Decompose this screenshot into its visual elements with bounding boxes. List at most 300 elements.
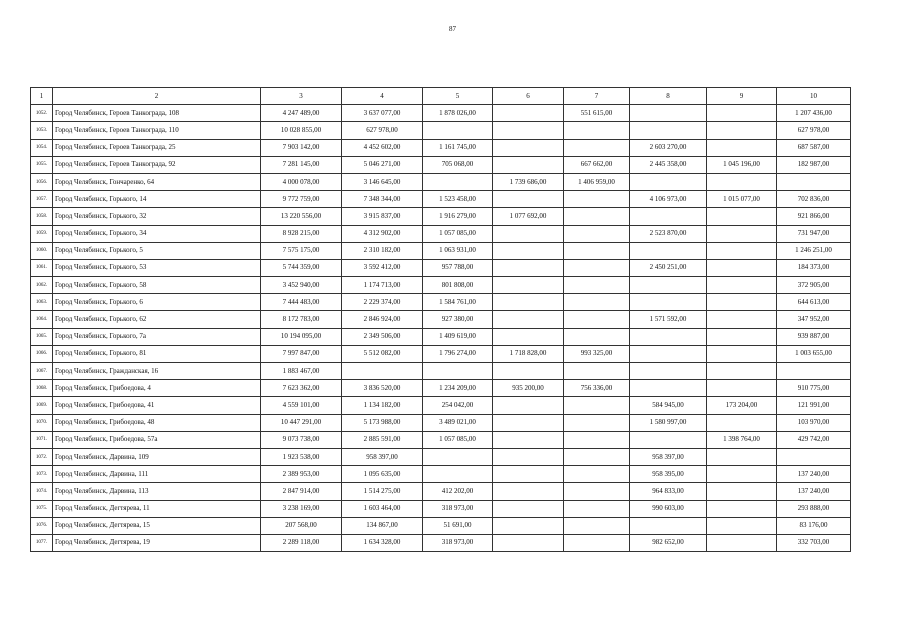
table-row [31, 534, 851, 551]
amount-cell [493, 294, 564, 311]
address-cell: Город Челябинск, Героев Танкограда, 108 [53, 105, 261, 122]
amount-cell: 3 637 077,00 [342, 105, 423, 122]
amount-cell: 293 888,00 [777, 500, 851, 517]
row-number-cell: 1055. [31, 156, 53, 173]
column-header: 1 [31, 88, 53, 105]
amount-cell [707, 105, 777, 122]
amount-cell [564, 277, 630, 294]
amount-cell: 254 042,00 [423, 397, 493, 414]
amount-cell [707, 345, 777, 362]
amount-cell: 958 397,00 [630, 448, 707, 465]
amount-cell: 5 046 271,00 [342, 156, 423, 173]
column-header: 4 [342, 88, 423, 105]
amount-cell: 584 945,00 [630, 397, 707, 414]
amount-cell [423, 173, 493, 190]
amount-cell: 3 238 169,00 [261, 500, 342, 517]
amount-cell: 7 623 362,00 [261, 380, 342, 397]
row-number-cell: 1060. [31, 242, 53, 259]
amount-cell: 1 095 635,00 [342, 466, 423, 483]
amount-cell [707, 122, 777, 139]
table-row [31, 225, 851, 242]
amount-cell [493, 122, 564, 139]
address-cell: Город Челябинск, Дарвина, 111 [53, 466, 261, 483]
amount-cell: 412 202,00 [423, 483, 493, 500]
amount-cell: 4 452 602,00 [342, 139, 423, 156]
amount-cell: 667 662,00 [564, 156, 630, 173]
address-cell: Город Челябинск, Горького, 5 [53, 242, 261, 259]
amount-cell: 1 883 467,00 [261, 363, 342, 380]
amount-cell [423, 363, 493, 380]
address-cell: Город Челябинск, Грибоедова, 57а [53, 431, 261, 448]
table-row [31, 414, 851, 431]
amount-cell: 1 246 251,00 [777, 242, 851, 259]
amount-cell [707, 277, 777, 294]
row-number-cell: 1077. [31, 534, 53, 551]
amount-cell: 993 325,00 [564, 345, 630, 362]
address-cell: Город Челябинск, Дарвина, 109 [53, 448, 261, 465]
address-cell: Город Челябинск, Горького, 7а [53, 328, 261, 345]
row-number-cell: 1071. [31, 431, 53, 448]
amount-cell: 7 444 483,00 [261, 294, 342, 311]
amount-cell [707, 242, 777, 259]
amount-cell [564, 517, 630, 534]
row-number-cell: 1076. [31, 517, 53, 534]
table-row [31, 191, 851, 208]
amount-cell [630, 517, 707, 534]
amount-cell: 4 559 101,00 [261, 397, 342, 414]
address-cell: Город Челябинск, Горького, 58 [53, 277, 261, 294]
amount-cell [630, 105, 707, 122]
amount-cell: 1 514 275,00 [342, 483, 423, 500]
amount-cell: 1 057 085,00 [423, 225, 493, 242]
amount-cell [707, 380, 777, 397]
column-header: 9 [707, 88, 777, 105]
amount-cell [493, 517, 564, 534]
amount-cell: 1 134 182,00 [342, 397, 423, 414]
amount-cell [564, 363, 630, 380]
amount-cell: 644 613,00 [777, 294, 851, 311]
amount-cell [493, 225, 564, 242]
table-row [31, 294, 851, 311]
amount-cell: 1 878 026,00 [423, 105, 493, 122]
address-cell: Город Челябинск, Горького, 34 [53, 225, 261, 242]
amount-cell: 3 836 520,00 [342, 380, 423, 397]
address-cell: Город Челябинск, Гражданская, 16 [53, 363, 261, 380]
amount-cell [707, 311, 777, 328]
table-row [31, 517, 851, 534]
amount-cell: 7 997 847,00 [261, 345, 342, 362]
amount-cell: 137 240,00 [777, 466, 851, 483]
data-table [30, 87, 851, 552]
amount-cell: 2 289 118,00 [261, 534, 342, 551]
amount-cell: 958 397,00 [342, 448, 423, 465]
amount-cell: 318 973,00 [423, 500, 493, 517]
amount-cell: 1 584 761,00 [423, 294, 493, 311]
amount-cell [564, 225, 630, 242]
amount-cell: 7 575 175,00 [261, 242, 342, 259]
row-number-cell: 1053. [31, 122, 53, 139]
address-cell: Город Челябинск, Грибоедова, 48 [53, 414, 261, 431]
amount-cell [564, 534, 630, 551]
table-row [31, 156, 851, 173]
address-cell: Город Челябинск, Горького, 62 [53, 311, 261, 328]
amount-cell: 939 887,00 [777, 328, 851, 345]
amount-cell [630, 294, 707, 311]
amount-cell: 756 336,00 [564, 380, 630, 397]
amount-cell: 551 615,00 [564, 105, 630, 122]
amount-cell: 958 395,00 [630, 466, 707, 483]
amount-cell [707, 139, 777, 156]
amount-cell [777, 173, 851, 190]
amount-cell [564, 122, 630, 139]
amount-cell: 2 229 374,00 [342, 294, 423, 311]
amount-cell [423, 448, 493, 465]
amount-cell: 182 987,00 [777, 156, 851, 173]
amount-cell: 2 389 953,00 [261, 466, 342, 483]
amount-cell [564, 466, 630, 483]
amount-cell [630, 328, 707, 345]
address-cell: Город Челябинск, Грибоедова, 4 [53, 380, 261, 397]
row-number-cell: 1057. [31, 191, 53, 208]
amount-cell: 731 947,00 [777, 225, 851, 242]
amount-cell [564, 328, 630, 345]
amount-cell [493, 414, 564, 431]
amount-cell: 5 512 082,00 [342, 345, 423, 362]
amount-cell: 10 194 095,00 [261, 328, 342, 345]
amount-cell [707, 173, 777, 190]
amount-cell: 8 172 783,00 [261, 311, 342, 328]
row-number-cell: 1063. [31, 294, 53, 311]
amount-cell: 2 523 870,00 [630, 225, 707, 242]
amount-cell: 990 603,00 [630, 500, 707, 517]
amount-cell: 705 068,00 [423, 156, 493, 173]
amount-cell: 1 207 436,00 [777, 105, 851, 122]
row-number-cell: 1064. [31, 311, 53, 328]
amount-cell: 3 592 412,00 [342, 259, 423, 276]
amount-cell [564, 191, 630, 208]
row-number-cell: 1056. [31, 173, 53, 190]
amount-cell [630, 173, 707, 190]
address-cell: Город Челябинск, Дарвина, 113 [53, 483, 261, 500]
amount-cell [493, 156, 564, 173]
address-cell: Город Челябинск, Горького, 14 [53, 191, 261, 208]
amount-cell: 1 161 745,00 [423, 139, 493, 156]
amount-cell [630, 242, 707, 259]
table-row [31, 363, 851, 380]
amount-cell [342, 363, 423, 380]
column-header: 7 [564, 88, 630, 105]
amount-cell: 1 045 196,00 [707, 156, 777, 173]
amount-cell [777, 448, 851, 465]
amount-cell: 4 247 489,00 [261, 105, 342, 122]
amount-cell: 2 847 914,00 [261, 483, 342, 500]
amount-cell [564, 242, 630, 259]
amount-cell: 935 200,00 [493, 380, 564, 397]
amount-cell [707, 294, 777, 311]
table-row [31, 122, 851, 139]
amount-cell: 2 450 251,00 [630, 259, 707, 276]
amount-cell: 627 978,00 [777, 122, 851, 139]
amount-cell: 3 452 940,00 [261, 277, 342, 294]
table-row [31, 380, 851, 397]
amount-cell [493, 397, 564, 414]
amount-cell: 957 788,00 [423, 259, 493, 276]
amount-cell: 83 176,00 [777, 517, 851, 534]
column-header: 8 [630, 88, 707, 105]
table-row [31, 466, 851, 483]
amount-cell [630, 431, 707, 448]
table-row [31, 500, 851, 517]
amount-cell: 1 409 619,00 [423, 328, 493, 345]
amount-cell: 3 915 837,00 [342, 208, 423, 225]
row-number-cell: 1058. [31, 208, 53, 225]
amount-cell: 3 146 645,00 [342, 173, 423, 190]
address-cell: Город Челябинск, Горького, 81 [53, 345, 261, 362]
amount-cell: 51 691,00 [423, 517, 493, 534]
amount-cell: 927 380,00 [423, 311, 493, 328]
amount-cell: 1 174 713,00 [342, 277, 423, 294]
amount-cell: 318 973,00 [423, 534, 493, 551]
amount-cell [707, 534, 777, 551]
table-row [31, 483, 851, 500]
amount-cell: 103 970,00 [777, 414, 851, 431]
amount-cell [630, 345, 707, 362]
amount-cell: 137 240,00 [777, 483, 851, 500]
amount-cell: 1 003 655,00 [777, 345, 851, 362]
amount-cell [493, 448, 564, 465]
address-cell: Город Челябинск, Горького, 53 [53, 259, 261, 276]
amount-cell [493, 259, 564, 276]
amount-cell: 4 312 902,00 [342, 225, 423, 242]
amount-cell [423, 466, 493, 483]
address-cell: Город Челябинск, Героев Танкограда, 110 [53, 122, 261, 139]
amount-cell: 1 015 077,00 [707, 191, 777, 208]
amount-cell: 5 173 988,00 [342, 414, 423, 431]
amount-cell [707, 363, 777, 380]
amount-cell: 1 923 538,00 [261, 448, 342, 465]
amount-cell: 173 204,00 [707, 397, 777, 414]
row-number-cell: 1067. [31, 363, 53, 380]
column-header: 5 [423, 88, 493, 105]
table-row [31, 105, 851, 122]
amount-cell: 10 028 855,00 [261, 122, 342, 139]
row-number-cell: 1054. [31, 139, 53, 156]
table-row [31, 448, 851, 465]
amount-cell: 1 234 209,00 [423, 380, 493, 397]
amount-cell [493, 311, 564, 328]
amount-cell: 347 952,00 [777, 311, 851, 328]
column-header: 2 [53, 88, 261, 105]
row-number-cell: 1065. [31, 328, 53, 345]
amount-cell [564, 500, 630, 517]
address-cell: Город Челябинск, Дегтярева, 15 [53, 517, 261, 534]
amount-cell: 801 808,00 [423, 277, 493, 294]
amount-cell: 5 744 359,00 [261, 259, 342, 276]
amount-cell: 7 903 142,00 [261, 139, 342, 156]
amount-cell: 1 571 592,00 [630, 311, 707, 328]
amount-cell: 3 489 021,00 [423, 414, 493, 431]
amount-cell [423, 122, 493, 139]
amount-cell [493, 139, 564, 156]
amount-cell [630, 277, 707, 294]
amount-cell [564, 311, 630, 328]
amount-cell: 121 991,00 [777, 397, 851, 414]
row-number-cell: 1066. [31, 345, 53, 362]
amount-cell: 910 775,00 [777, 380, 851, 397]
amount-cell: 702 836,00 [777, 191, 851, 208]
amount-cell: 1 077 692,00 [493, 208, 564, 225]
amount-cell: 1 634 328,00 [342, 534, 423, 551]
amount-cell: 2 310 182,00 [342, 242, 423, 259]
address-cell: Город Челябинск, Дегтярева, 11 [53, 500, 261, 517]
amount-cell: 1 796 274,00 [423, 345, 493, 362]
amount-cell: 1 580 997,00 [630, 414, 707, 431]
amount-cell: 4 106 973,00 [630, 191, 707, 208]
table-row [31, 277, 851, 294]
address-cell: Город Челябинск, Героев Танкограда, 25 [53, 139, 261, 156]
table-row [31, 345, 851, 362]
row-number-cell: 1068. [31, 380, 53, 397]
amount-cell: 2 603 270,00 [630, 139, 707, 156]
table-row [31, 431, 851, 448]
row-number-cell: 1062. [31, 277, 53, 294]
amount-cell [493, 105, 564, 122]
amount-cell: 687 587,00 [777, 139, 851, 156]
row-number-cell: 1069. [31, 397, 53, 414]
row-number-cell: 1072. [31, 448, 53, 465]
table-row [31, 242, 851, 259]
amount-cell [707, 466, 777, 483]
row-number-cell: 1059. [31, 225, 53, 242]
amount-cell: 9 073 738,00 [261, 431, 342, 448]
amount-cell [564, 448, 630, 465]
amount-cell: 1 916 279,00 [423, 208, 493, 225]
amount-cell [707, 517, 777, 534]
amount-cell: 2 445 358,00 [630, 156, 707, 173]
amount-cell [493, 534, 564, 551]
table-row [31, 311, 851, 328]
amount-cell [493, 466, 564, 483]
amount-cell [493, 277, 564, 294]
amount-cell: 4 000 078,00 [261, 173, 342, 190]
amount-cell [707, 414, 777, 431]
amount-cell [493, 363, 564, 380]
amount-cell: 9 772 759,00 [261, 191, 342, 208]
amount-cell [564, 259, 630, 276]
amount-cell: 10 447 291,00 [261, 414, 342, 431]
amount-cell: 921 866,00 [777, 208, 851, 225]
amount-cell: 2 349 506,00 [342, 328, 423, 345]
amount-cell: 7 281 145,00 [261, 156, 342, 173]
amount-cell [630, 208, 707, 225]
amount-cell: 207 568,00 [261, 517, 342, 534]
row-number-cell: 1075. [31, 500, 53, 517]
amount-cell: 8 928 215,00 [261, 225, 342, 242]
header-row [31, 88, 851, 105]
page-number: 87 [449, 25, 456, 33]
amount-cell [564, 414, 630, 431]
amount-cell [493, 431, 564, 448]
table-row [31, 139, 851, 156]
amount-cell: 1 398 764,00 [707, 431, 777, 448]
row-number-cell: 1073. [31, 466, 53, 483]
amount-cell: 372 905,00 [777, 277, 851, 294]
amount-cell [630, 363, 707, 380]
amount-cell [707, 225, 777, 242]
amount-cell: 1 406 959,00 [564, 173, 630, 190]
amount-cell [707, 483, 777, 500]
amount-cell: 1 057 085,00 [423, 431, 493, 448]
amount-cell [707, 328, 777, 345]
row-number-cell: 1070. [31, 414, 53, 431]
row-number-cell: 1074. [31, 483, 53, 500]
amount-cell: 627 978,00 [342, 122, 423, 139]
amount-cell [493, 500, 564, 517]
address-cell: Город Челябинск, Героев Танкограда, 92 [53, 156, 261, 173]
amount-cell [630, 122, 707, 139]
amount-cell: 13 220 556,00 [261, 208, 342, 225]
amount-cell [707, 448, 777, 465]
amount-cell: 332 703,00 [777, 534, 851, 551]
amount-cell [707, 208, 777, 225]
amount-cell [564, 208, 630, 225]
amount-cell: 2 885 591,00 [342, 431, 423, 448]
amount-cell: 1 718 828,00 [493, 345, 564, 362]
amount-cell: 1 523 458,00 [423, 191, 493, 208]
amount-cell [564, 294, 630, 311]
table-body [31, 105, 851, 552]
amount-cell [707, 259, 777, 276]
amount-cell [707, 500, 777, 517]
table-row [31, 173, 851, 190]
address-cell: Город Челябинск, Грибоедова, 41 [53, 397, 261, 414]
column-header: 6 [493, 88, 564, 105]
amount-cell [777, 363, 851, 380]
row-number-cell: 1052. [31, 105, 53, 122]
amount-cell: 1 603 464,00 [342, 500, 423, 517]
table-row [31, 397, 851, 414]
amount-cell: 982 652,00 [630, 534, 707, 551]
amount-cell [564, 139, 630, 156]
amount-cell: 184 373,00 [777, 259, 851, 276]
table-row [31, 328, 851, 345]
table-row [31, 208, 851, 225]
amount-cell [493, 483, 564, 500]
address-cell: Город Челябинск, Гончаренко, 64 [53, 173, 261, 190]
address-cell: Город Челябинск, Горького, 32 [53, 208, 261, 225]
row-number-cell: 1061. [31, 259, 53, 276]
amount-cell [564, 397, 630, 414]
amount-cell: 7 348 344,00 [342, 191, 423, 208]
amount-cell: 134 867,00 [342, 517, 423, 534]
address-cell: Город Челябинск, Дегтярева, 19 [53, 534, 261, 551]
amount-cell [564, 431, 630, 448]
amount-cell [630, 380, 707, 397]
amount-cell: 2 846 924,00 [342, 311, 423, 328]
amount-cell: 1 739 686,00 [493, 173, 564, 190]
amount-cell: 1 063 931,00 [423, 242, 493, 259]
amount-cell [493, 191, 564, 208]
amount-cell [564, 483, 630, 500]
table-row [31, 259, 851, 276]
column-header: 3 [261, 88, 342, 105]
amount-cell: 964 833,00 [630, 483, 707, 500]
amount-cell: 429 742,00 [777, 431, 851, 448]
address-cell: Город Челябинск, Горького, 6 [53, 294, 261, 311]
amount-cell [493, 242, 564, 259]
column-header: 10 [777, 88, 851, 105]
amount-cell [493, 328, 564, 345]
